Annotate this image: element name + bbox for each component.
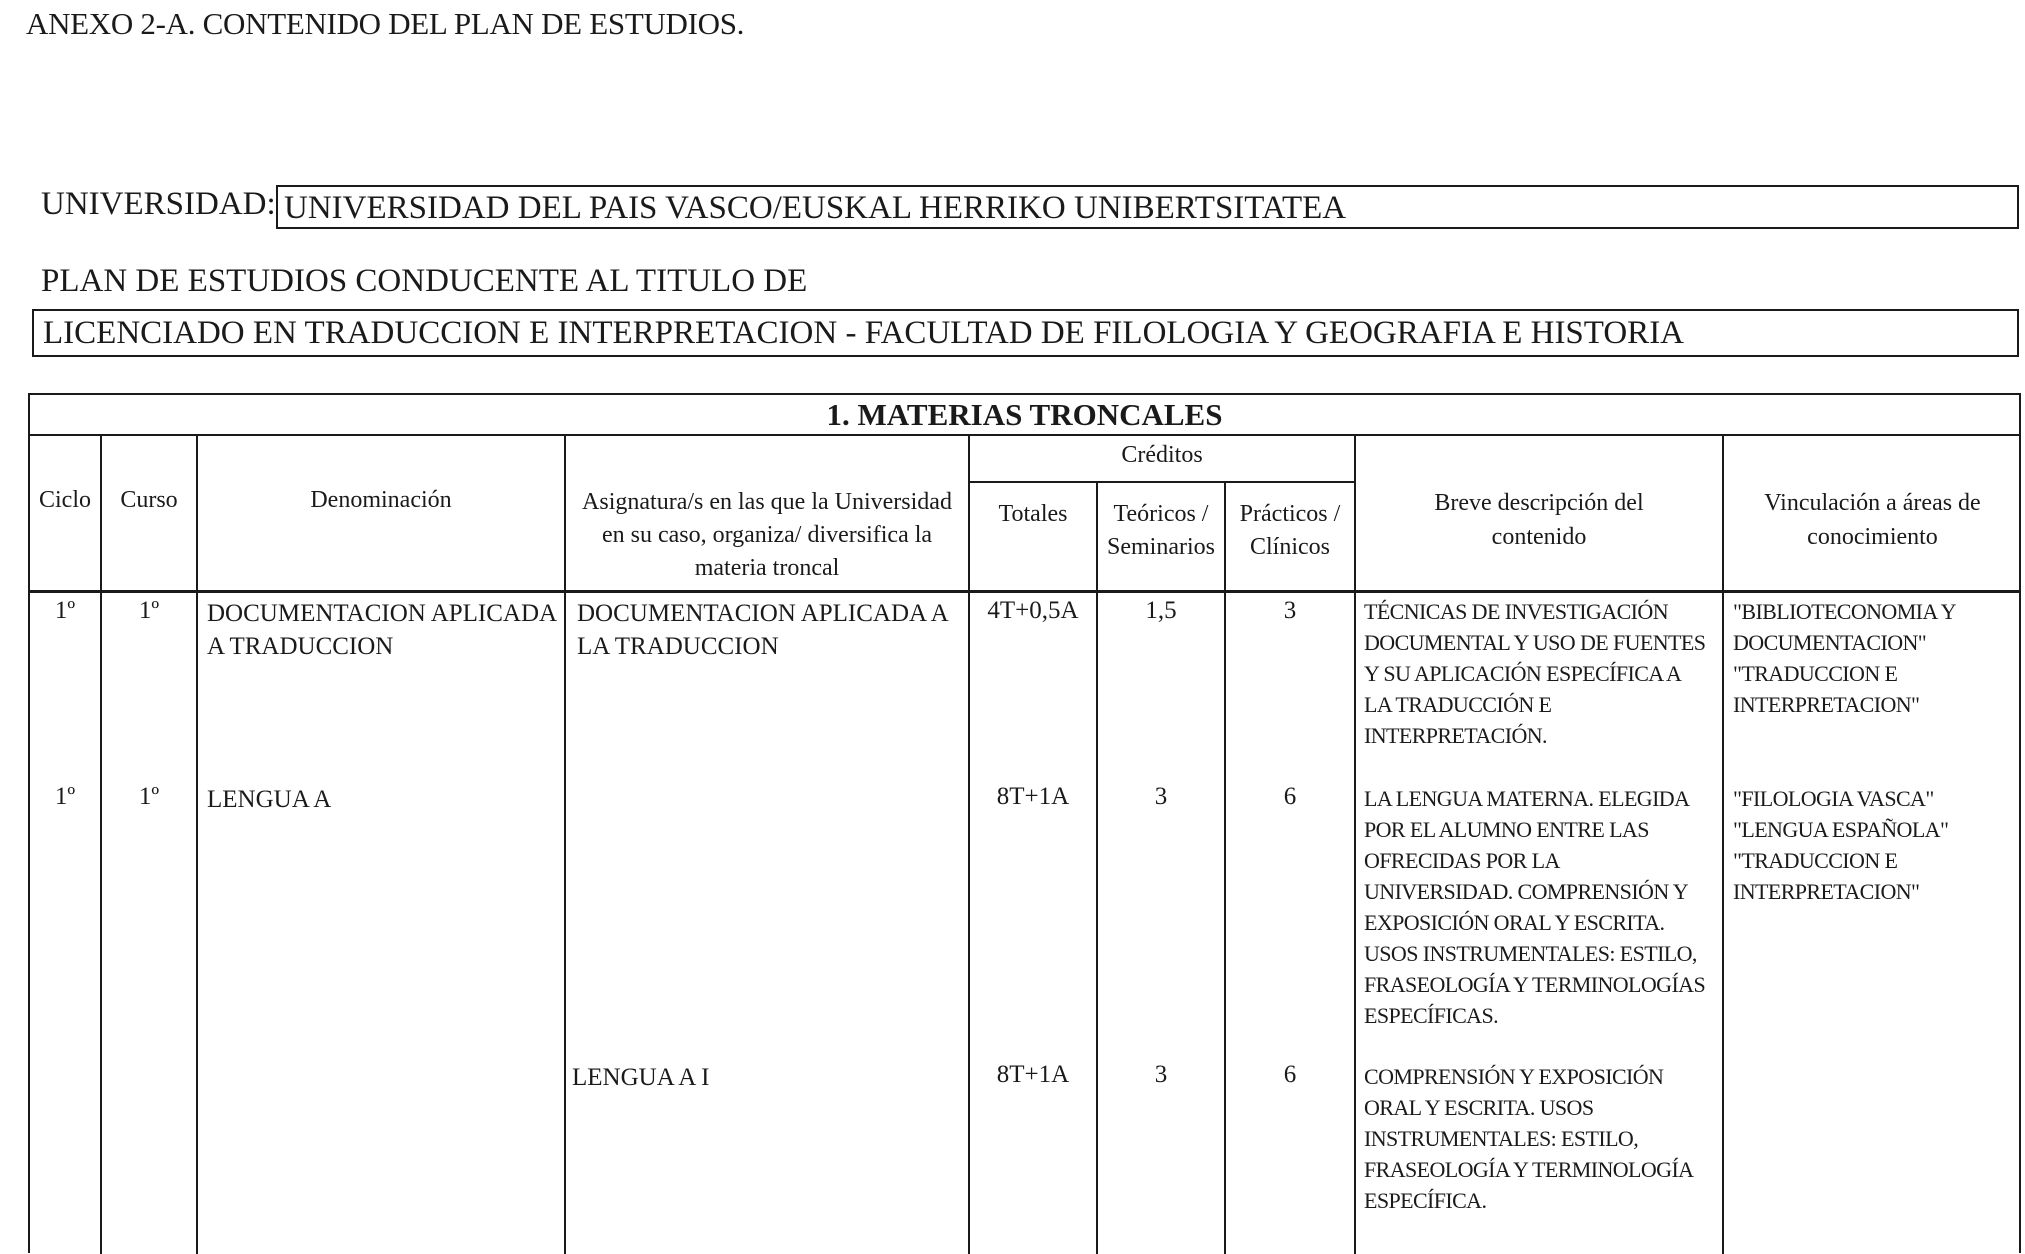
header-ciclo: Ciclo xyxy=(39,487,91,513)
table-row-2-descripcion-line-4: UNIVERSIDAD. COMPRENSIÓN Y xyxy=(1364,879,1688,904)
header-vinculacion-line-1: Vinculación a áreas de xyxy=(1764,490,1981,516)
table-row-1-descripcion-line-3: Y SU APLICACIÓN ESPECÍFICA A xyxy=(1364,661,1682,686)
header-teoricos-line-1: Teóricos / xyxy=(1113,501,1209,527)
header-descripcion-line-1: Breve descripción del xyxy=(1434,490,1644,516)
table-row-1-curso: 1º xyxy=(138,597,160,624)
header-asignatura-line-1: Asignatura/s en las que la Universidad xyxy=(582,489,952,515)
table-row-3-descripcion-line-2: ORAL Y ESCRITA. USOS xyxy=(1364,1095,1594,1120)
table-row-1-descripcion-line-1: TÉCNICAS DE INVESTIGACIÓN xyxy=(1364,599,1668,624)
table-row-3-practicos: 6 xyxy=(1283,1061,1297,1088)
header-creditos: Créditos xyxy=(1121,442,1203,468)
university-value-box: UNIVERSIDAD DEL PAIS VASCO/EUSKAL HERRIKO UNIBERTSITATEA xyxy=(276,185,2019,229)
plan-label: PLAN DE ESTUDIOS CONDUCENTE AL TITULO DE xyxy=(41,263,808,299)
table-row-2-practicos: 6 xyxy=(1283,783,1297,810)
annex-title: ANEXO 2-A. CONTENIDO DEL PLAN DE ESTUDIOS. xyxy=(26,6,745,41)
table-row-1-vinculacion-line-1: "BIBLIOTECONOMIA Y xyxy=(1733,599,1956,624)
table-row-3-descripcion-line-3: INSTRUMENTALES: ESTILO, xyxy=(1364,1126,1639,1151)
table-row-1-vinculacion-line-3: "TRADUCCION E xyxy=(1733,661,1898,686)
table-row-2-vinculacion-line-1: "FILOLOGIA VASCA" xyxy=(1733,786,1934,811)
col-divider-practicos-descripcion xyxy=(1354,434,1356,1254)
section-title: 1. MATERIAS TRONCALES xyxy=(826,397,1223,432)
rule-under-creditos xyxy=(970,481,1356,483)
table-row-1-asignatura-line-2: LA TRADUCCION xyxy=(577,633,779,660)
table-row-2-vinculacion-line-4: INTERPRETACION" xyxy=(1733,879,1920,904)
table-row-2-descripcion-line-1: LA LENGUA MATERNA. ELEGIDA xyxy=(1364,786,1690,811)
table-row-2-totales: 8T+1A xyxy=(996,783,1070,810)
table-row-1-denominacion-line-2: A TRADUCCION xyxy=(207,633,394,660)
table-row-2-ciclo: 1º xyxy=(54,783,76,810)
col-divider-curso-denominacion xyxy=(196,434,198,1254)
table-row-3-descripcion-line-5: ESPECÍFICA. xyxy=(1364,1188,1487,1213)
col-divider-descripcion-vinculacion xyxy=(1722,434,1724,1254)
table-row-3-totales: 8T+1A xyxy=(996,1061,1070,1088)
table-row-2-vinculacion-line-2: "LENGUA ESPAÑOLA" xyxy=(1733,817,1949,842)
table-row-3-asignatura-line-1: LENGUA A I xyxy=(572,1064,710,1091)
table-row-2-descripcion-line-6: USOS INSTRUMENTALES: ESTILO, xyxy=(1364,941,1697,966)
table-row-1-totales: 4T+0,5A xyxy=(987,597,1079,624)
table-row-1-descripcion-line-5: INTERPRETACIÓN. xyxy=(1364,723,1547,748)
header-curso: Curso xyxy=(120,487,178,513)
table-row-1-descripcion-line-4: LA TRADUCCIÓN E xyxy=(1364,692,1552,717)
table-row-2-descripcion-line-7: FRASEOLOGÍA Y TERMINOLOGÍAS xyxy=(1364,972,1706,997)
table-row-1-teoricos: 1,5 xyxy=(1145,597,1177,624)
table-row-2-denominacion-line-1: LENGUA A xyxy=(207,786,332,813)
table-row-2-descripcion-line-2: POR EL ALUMNO ENTRE LAS xyxy=(1364,817,1649,842)
university-label: UNIVERSIDAD: xyxy=(41,186,276,222)
table-row-3-teoricos: 3 xyxy=(1154,1061,1168,1088)
table-row-3-descripcion-line-1: COMPRENSIÓN Y EXPOSICIÓN xyxy=(1364,1064,1664,1089)
table-row-2-descripcion-line-3: OFRECIDAS POR LA xyxy=(1364,848,1560,873)
header-descripcion-line-2: contenido xyxy=(1491,524,1587,550)
table-row-2-vinculacion-line-3: "TRADUCCION E xyxy=(1733,848,1898,873)
col-divider-ciclo-curso xyxy=(100,434,102,1254)
table-row-3-descripcion-line-4: FRASEOLOGÍA Y TERMINOLOGÍA xyxy=(1364,1157,1694,1182)
table-row-1-vinculacion-line-2: DOCUMENTACION" xyxy=(1733,630,1927,655)
table-row-2-curso: 1º xyxy=(138,783,160,810)
table-row-1-ciclo: 1º xyxy=(54,597,76,624)
table-row-2-teoricos: 3 xyxy=(1154,783,1168,810)
table-row-1-asignatura-line-1: DOCUMENTACION APLICADA A xyxy=(577,600,949,627)
table-row-1-denominacion-line-1: DOCUMENTACION APLICADA xyxy=(207,600,558,627)
table-row-1-practicos: 3 xyxy=(1283,597,1297,624)
header-teoricos-line-2: Seminarios xyxy=(1107,534,1215,560)
table-row-1-descripcion-line-2: DOCUMENTAL Y USO DE FUENTES xyxy=(1364,630,1706,655)
table-row-2-descripcion-line-5: EXPOSICIÓN ORAL Y ESCRITA. xyxy=(1364,910,1665,935)
header-practicos-line-1: Prácticos / xyxy=(1239,501,1341,527)
header-asignatura-line-2: en su caso, organiza/ diversifica la xyxy=(601,522,933,548)
degree-title-box: LICENCIADO EN TRADUCCION E INTERPRETACION - FACULTAD DE FILOLOGIA Y GEOGRAFIA E HISTORIA xyxy=(32,309,2019,357)
table-row-2-descripcion-line-8: ESPECÍFICAS. xyxy=(1364,1003,1499,1028)
table-row-1-vinculacion-line-4: INTERPRETACION" xyxy=(1733,692,1920,717)
header-vinculacion-line-2: conocimiento xyxy=(1807,524,1938,550)
header-totales: Totales xyxy=(998,501,1068,527)
header-practicos-line-2: Clínicos xyxy=(1249,534,1330,560)
header-asignatura-line-3: materia troncal xyxy=(694,555,840,581)
header-denominacion: Denominación xyxy=(310,487,452,513)
col-divider-asignatura-totales xyxy=(968,434,970,1254)
